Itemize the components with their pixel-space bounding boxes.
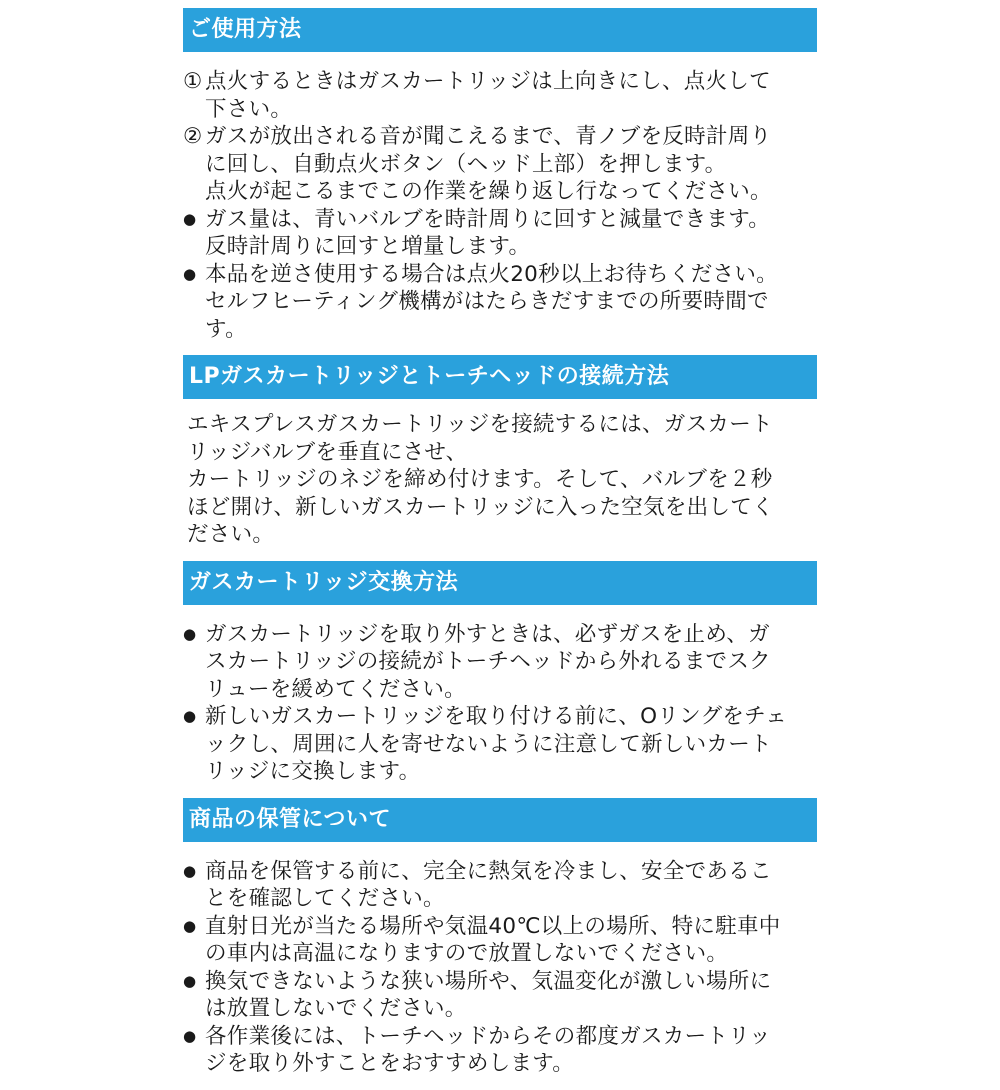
usage-line	[183, 233, 817, 261]
storage-line	[183, 913, 817, 941]
usage-line	[183, 316, 817, 344]
replacement-line	[183, 621, 817, 649]
section-body-connection	[183, 399, 817, 561]
usage-line	[183, 261, 817, 289]
section-body-replacement	[183, 605, 817, 798]
instruction-page	[183, 0, 817, 1090]
replacement-line	[183, 703, 817, 731]
step-marker: ②	[183, 124, 203, 149]
storage-line	[183, 1050, 817, 1078]
section-usage	[183, 8, 817, 355]
section-storage	[183, 798, 817, 1090]
replacement-text: ガスカートリッジを取り外すときは、必ずガスを止め、ガ	[205, 621, 770, 647]
replacement-line	[183, 758, 817, 786]
connection-line: リッジバルブを垂直にさせ、	[187, 439, 468, 465]
section-replacement	[183, 561, 817, 798]
usage-text: 反時計周りに回すと増量します。	[205, 234, 531, 259]
replacement-text: ックし、周囲に人を寄せないように注意して新しいカート	[205, 731, 772, 757]
bullet-icon: ●	[183, 861, 197, 880]
storage-text: 直射日光が当たる場所や気温40℃以上の場所、特に駐車中	[205, 913, 781, 939]
usage-text: ガス量は、青いバルブを時計周りに回すと減量できます。	[205, 206, 771, 232]
usage-text: 下さい。	[205, 96, 293, 122]
connection-line: ださい。	[187, 522, 275, 547]
section-body-usage	[183, 52, 817, 355]
storage-line	[183, 995, 817, 1023]
usage-text: 点火が起こるまでこの作業を繰り返し行なってください。	[205, 179, 772, 204]
section-header-storage: 商品の保管について	[183, 798, 817, 842]
replacement-text: リューを緩めてください。	[205, 676, 466, 702]
replacement-text: スカートリッジの接続がトーチヘッドから外れるまでスク	[205, 649, 771, 674]
connection-line: ほど開け、新しいガスカートリッジに入った空気を出してく	[187, 494, 774, 520]
bullet-icon: ●	[183, 264, 197, 283]
replacement-text: 新しいガスカートリッジを取り付ける前に、Oリングをチェ	[205, 704, 788, 729]
usage-text: に回し、自動点火ボタン（ヘッド上部）を押します。	[205, 151, 727, 177]
bullet-icon: ●	[183, 1026, 197, 1045]
usage-text: す。	[205, 316, 247, 342]
usage-text: 点火するときはガスカートリッジは上向きにし、点火して	[205, 69, 771, 94]
section-header-replacement: ガスカートリッジ交換方法	[183, 561, 817, 605]
storage-line	[183, 885, 817, 913]
usage-line	[183, 68, 817, 96]
usage-line	[183, 151, 817, 179]
usage-text: セルフヒーティング機構がはたらきだすまでの所要時間で	[205, 289, 769, 314]
storage-text: 換気できないような狭い場所や、気温変化が激しい場所に	[205, 968, 772, 994]
storage-text: ジを取り外すことをおすすめします。	[205, 1051, 575, 1076]
storage-text: 商品を保管する前に、完全に熱気を冷まし、安全であるこ	[205, 858, 772, 884]
bullet-icon: ●	[183, 209, 197, 228]
usage-line	[183, 96, 817, 124]
step-marker: ①	[183, 69, 203, 94]
storage-text: は放置しないでください。	[205, 996, 467, 1021]
section-header-usage: ご使用方法	[183, 8, 817, 52]
usage-line	[183, 206, 817, 234]
bullet-icon: ●	[183, 916, 197, 935]
connection-line: エキスプレスガスカートリッジを接続するには、ガスカート	[187, 412, 773, 437]
connection-line: カートリッジのネジを締め付けます。そして、バルブを２秒	[187, 467, 773, 492]
replacement-line	[183, 731, 817, 759]
bullet-icon: ●	[183, 707, 197, 725]
usage-text: ガスが放出される音が聞こえるまで、青ノブを反時計周り	[205, 124, 772, 149]
usage-line	[183, 123, 817, 151]
replacement-text: リッジに交換します。	[205, 759, 421, 784]
storage-line	[183, 940, 817, 968]
storage-text: 各作業後には、トーチヘッドからその都度ガスカートリッ	[205, 1023, 771, 1049]
section-body-storage	[183, 842, 817, 1090]
bullet-icon: ●	[183, 971, 197, 990]
replacement-line	[183, 676, 817, 704]
section-connection	[183, 355, 817, 561]
storage-line	[183, 1023, 817, 1051]
bullet-icon: ●	[183, 624, 197, 643]
storage-line	[183, 968, 817, 996]
usage-line	[183, 288, 817, 316]
replacement-line	[183, 648, 817, 676]
usage-line	[183, 178, 817, 206]
section-header-connection: LPガスカートリッジとトーチヘッドの接続方法	[183, 355, 817, 399]
storage-text: とを確認してください。	[205, 886, 445, 911]
storage-text: の車内は高温になりますので放置しないでください。	[205, 941, 729, 966]
storage-line	[183, 858, 817, 886]
usage-text: 本品を逆さ使用する場合は点火20秒以上お待ちください。	[205, 261, 778, 287]
